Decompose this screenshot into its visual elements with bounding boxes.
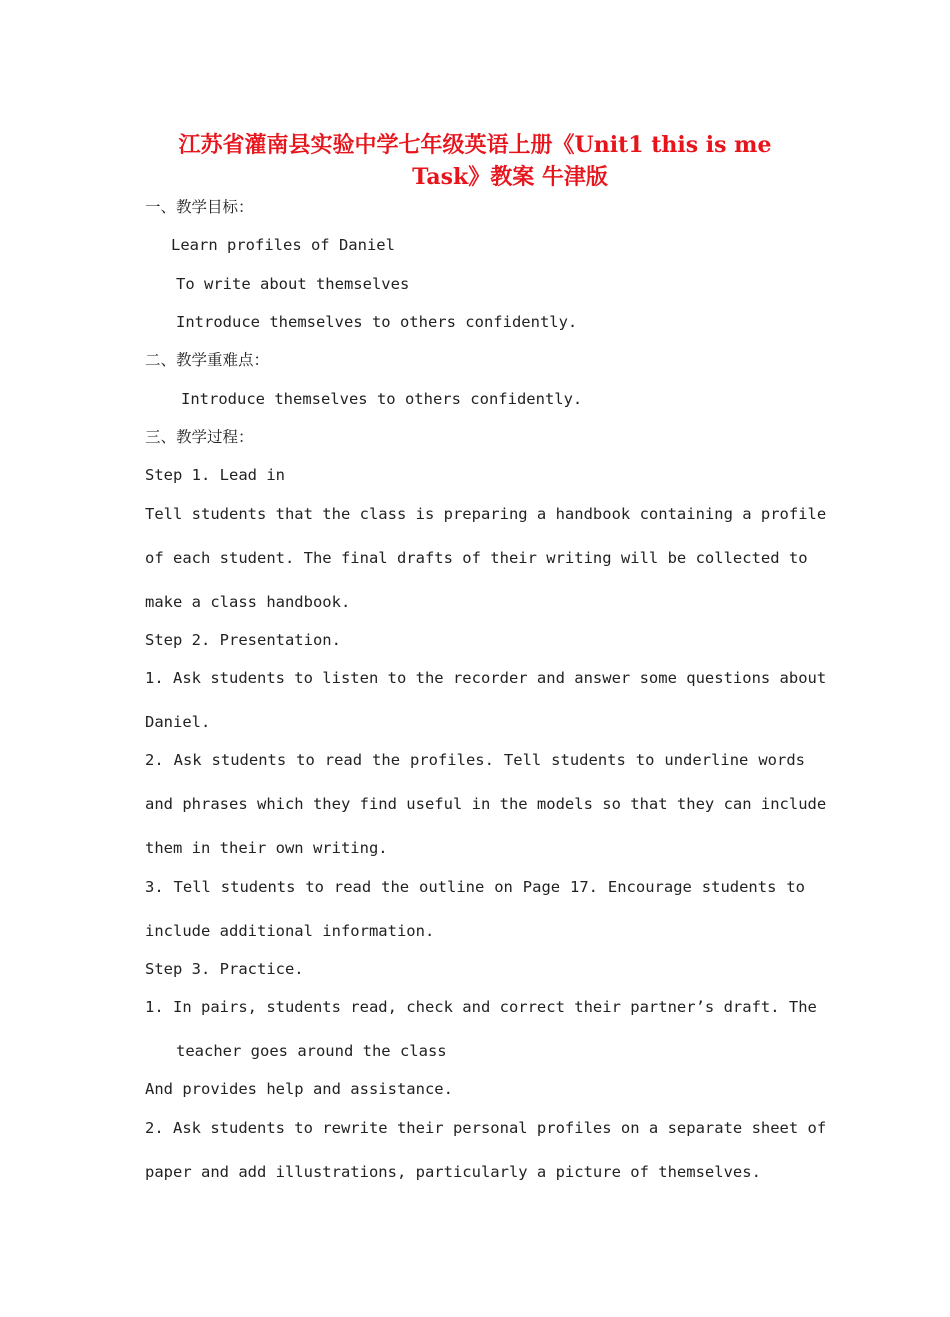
step1-paragraph-line-1: Tell students that the class is preparing a handbook containing a profile bbox=[145, 505, 827, 523]
document-title-line-2: Task》教案 牛津版 bbox=[412, 164, 608, 190]
step3-item2-line-2: paper and add illustrations, particularly a picture of themselves. bbox=[145, 1163, 761, 1181]
objective-item-2: To write about themselves bbox=[176, 275, 410, 293]
step2-item1-line-1: 1. Ask students to listen to the recorder and answer some questions about bbox=[145, 669, 827, 687]
step3-heading: Step 3. Practice. bbox=[145, 960, 304, 978]
step2-item2-line-3: them in their own writing. bbox=[145, 839, 388, 857]
section-heading-objectives: 一、教学目标： bbox=[145, 198, 254, 216]
step2-item2-line-1: 2. Ask students to read the profiles. Tell students to underline words bbox=[145, 751, 805, 769]
step2-item3-line-1: 3. Tell students to read the outline on Page 17. Encourage students to bbox=[145, 878, 805, 896]
step3-item1-line-2: teacher goes around the class bbox=[176, 1042, 447, 1060]
step3-item2-line-1: 2. Ask students to rewrite their personal profiles on a separate sheet of bbox=[145, 1119, 827, 1137]
step1-heading: Step 1. Lead in bbox=[145, 466, 285, 484]
document-title-line-1: 江苏省灌南县实验中学七年级英语上册《Unit1 this is me bbox=[178, 132, 772, 158]
objective-item-1: Learn profiles of Daniel bbox=[171, 236, 395, 254]
key-point-item: Introduce themselves to others confidently. bbox=[181, 390, 583, 408]
objective-item-3: Introduce themselves to others confidently. bbox=[176, 313, 578, 331]
step3-item1-line-1: 1. In pairs, students read, check and correct their partner’s draft. The bbox=[145, 998, 817, 1016]
step2-item3-line-2: include additional information. bbox=[145, 922, 435, 940]
section-heading-key-points: 二、教学重难点： bbox=[145, 351, 270, 369]
step3-item1-line-3: And provides help and assistance. bbox=[145, 1080, 453, 1098]
step2-item2-line-2: and phrases which they find useful in the models so that they can include bbox=[145, 795, 827, 813]
step2-item1-line-2: Daniel. bbox=[145, 713, 211, 731]
step1-paragraph-line-2: of each student. The final drafts of their writing will be collected to bbox=[145, 549, 808, 567]
step1-paragraph-line-3: make a class handbook. bbox=[145, 593, 351, 611]
step2-heading: Step 2. Presentation. bbox=[145, 631, 341, 649]
section-heading-procedure: 三、教学过程： bbox=[145, 428, 254, 446]
